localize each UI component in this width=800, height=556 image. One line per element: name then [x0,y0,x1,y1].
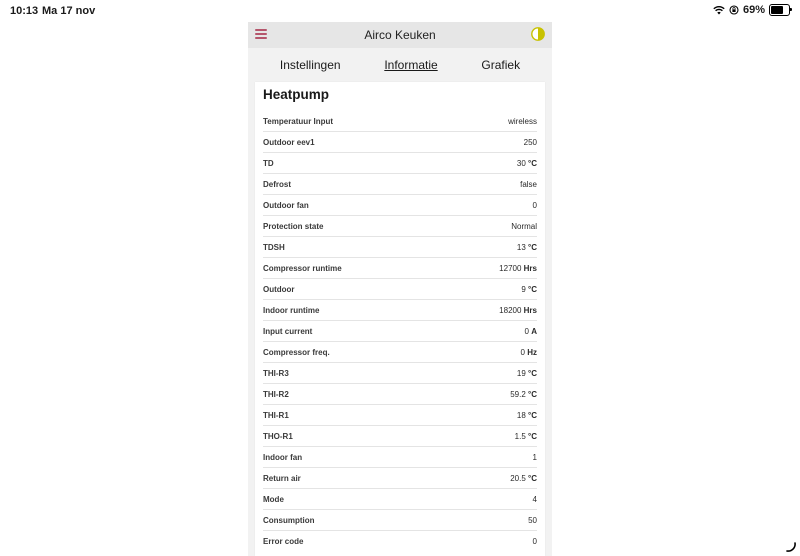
row-unit: Hrs [523,263,537,273]
row-label: TD [263,158,274,168]
row-unit: Hrs [523,305,537,315]
row-unit: A [531,326,537,336]
row-value: 30 [516,158,526,168]
row-label: Error code [263,536,304,546]
row-unit: °C [528,473,537,483]
row-value: 0 [520,347,525,357]
row-label: Consumption [263,515,315,525]
row-unit: °C [528,368,537,378]
row-value: 20.5 [510,473,526,483]
row-label: Return air [263,473,301,483]
row-value: 1 [532,452,537,462]
row-value: 4 [532,494,537,504]
row-label: Compressor runtime [263,263,342,273]
row-value: false [520,179,537,189]
row-value-group [521,348,537,357]
row-label: THI-R2 [263,389,289,399]
row-value-group [528,516,537,525]
list-item [263,426,537,447]
list-item [263,153,537,174]
row-value-group [499,306,537,315]
list-item [263,447,537,468]
status-indicators [713,4,790,16]
row-label: THI-R3 [263,368,289,378]
row-unit: °C [528,158,537,168]
row-value: 0 [524,326,529,336]
row-value: 18 [516,410,526,420]
row-value-group [525,327,537,336]
list-item [263,216,537,237]
battery-icon [769,4,790,16]
list-item [263,258,537,279]
battery-percent: 69% [742,4,765,16]
row-value-group [533,201,537,210]
row-value-group [508,117,537,126]
row-value-group [517,411,537,420]
list-item [263,384,537,405]
row-label: Temperatuur Input [263,116,334,126]
row-label: THO-R1 [263,431,293,441]
list-item [263,237,537,258]
status-time: 10:13 [10,5,39,17]
row-label: Outdoor [263,284,295,294]
list-item [263,531,537,551]
tab-grafiek[interactable]: Grafiek [481,58,521,72]
tab-informatie[interactable]: Informatie [384,58,438,72]
row-value: 50 [528,515,537,525]
wifi-icon [713,5,725,15]
row-value-group [524,138,537,147]
list-item [263,300,537,321]
row-value: 19 [516,368,526,378]
row-value-group [510,474,537,483]
row-value-group [521,285,537,294]
status-bar [0,0,800,22]
row-value: 0 [532,200,537,210]
row-label: Indoor fan [263,452,303,462]
row-label: Protection state [263,221,324,231]
list-item [263,510,537,531]
list-item [263,342,537,363]
row-unit: °C [528,284,537,294]
row-value: 12700 [499,263,522,273]
row-label: Input current [263,326,313,336]
row-label: Outdoor fan [263,200,309,210]
row-value: 18200 [499,305,522,315]
row-label: THI-R1 [263,410,289,420]
list-item [263,489,537,510]
row-value: wireless [508,116,537,126]
info-list [255,111,545,551]
row-value-group [510,390,537,399]
tab-instellingen[interactable]: Instellingen [279,58,341,72]
row-label: TDSH [263,242,285,252]
list-item [263,405,537,426]
app-panel [248,22,552,556]
row-value-group [499,264,537,273]
list-item [263,468,537,489]
row-label: Compressor freq. [263,347,330,357]
list-item [263,279,537,300]
status-date: Ma 17 nov [42,5,96,17]
list-item [263,321,537,342]
row-value: 1.5 [514,431,526,441]
list-item [263,111,537,132]
row-unit: Hz [527,347,537,357]
page-title: Airco Keuken [364,28,436,42]
row-value-group [517,369,537,378]
loading-spinner-icon [786,542,796,552]
list-item [263,195,537,216]
row-unit: °C [528,431,537,441]
row-value-group [533,537,537,546]
row-value-group [533,453,537,462]
row-label: Indoor runtime [263,305,320,315]
section-title: Heatpump [263,87,330,102]
list-item [263,132,537,153]
row-value: Normal [511,221,537,231]
app-header [248,22,552,48]
row-value: 13 [516,242,526,252]
row-value: 250 [523,137,537,147]
row-label: Mode [263,494,284,504]
row-value-group [517,159,537,168]
rotation-lock-icon [729,5,739,15]
half-circle-theme-icon[interactable] [531,27,545,41]
row-value: 59.2 [510,389,526,399]
row-unit: °C [528,242,537,252]
row-value: 9 [521,284,526,294]
row-value-group [517,243,537,252]
row-unit: °C [528,410,537,420]
list-item [263,174,537,195]
tab-bar [248,48,552,82]
row-label: Outdoor eev1 [263,137,315,147]
row-value-group [511,222,537,231]
row-label: Defrost [263,179,292,189]
row-value-group [515,432,537,441]
row-value-group [520,180,537,189]
row-value-group [533,495,537,504]
list-item [263,363,537,384]
info-card [255,82,545,556]
row-unit: °C [528,389,537,399]
battery-level [771,6,783,14]
row-value: 0 [532,536,537,546]
